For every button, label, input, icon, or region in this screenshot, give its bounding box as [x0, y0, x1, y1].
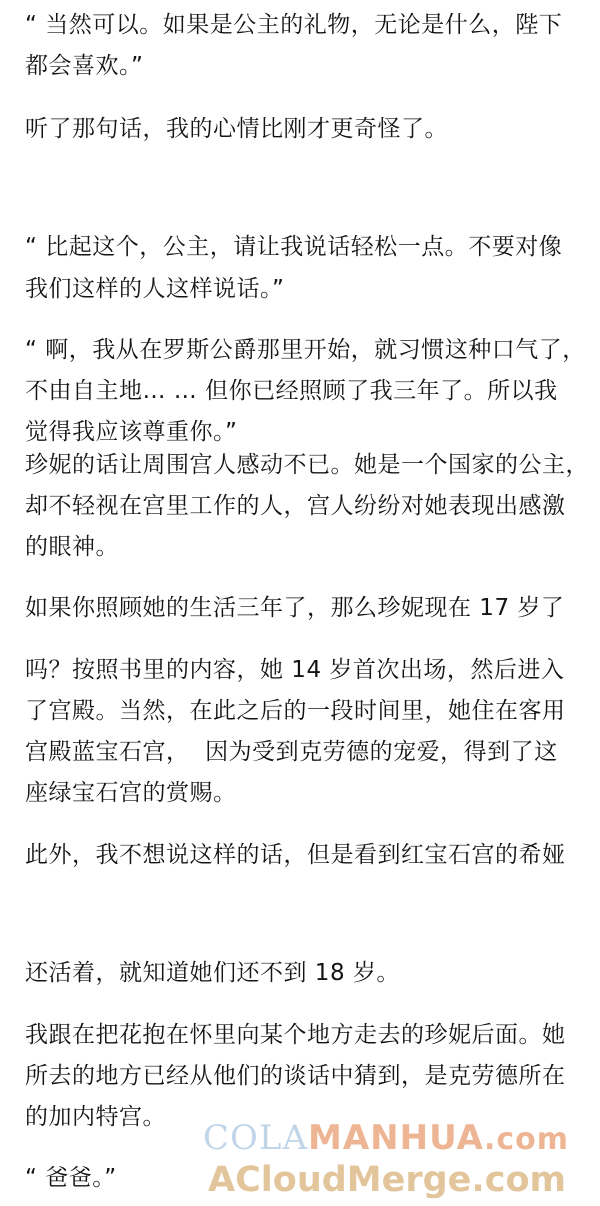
text-line: 听了那句话，我的心情比刚才更奇怪了。 [25, 116, 448, 142]
text-line: 宫殿蓝宝石宫， 因为受到克劳德的宠爱，得到了这 [25, 739, 558, 765]
text-line: 觉得我应该尊重你。” [25, 419, 238, 445]
text-line: 所去的地方已经从他们的谈话中猜到，是克劳德所在 [25, 1063, 566, 1089]
text-line: “ 当然可以。如果是公主的礼物，无论是什么，陛下 [25, 12, 563, 38]
text-line: 了宫殿。当然，在此之后的一段时间里，她住在客用 [25, 698, 566, 724]
text-line: “ 比起这个，公主，请让我说话轻松一点。不要对像 [25, 234, 563, 260]
text-line: 我跟在把花抱在怀里向某个地方走去的珍妮后面。她 [25, 1022, 566, 1048]
text-line: 如果你照顾她的生活三年了，那么珍妮现在 17 岁了 [25, 595, 565, 621]
text-line: 我们这样的人这样说话。” [25, 276, 285, 302]
text-line: 吗？按照书里的内容，她 14 岁首次出场，然后进入 [25, 657, 565, 683]
watermark-part3: .com [483, 1122, 570, 1157]
watermark-colamanhua [203, 1118, 569, 1158]
text-line: 此外，我不想说这样的话，但是看到红宝石宫的希娅 [25, 842, 566, 868]
text-line: 还活着，就知道她们还不到 18 岁。 [25, 960, 400, 986]
text-line: 座绿宝石宫的赏赐。 [25, 780, 237, 806]
text-line: 珍妮的话让周围宫人感动不已。她是一个国家的公主， [25, 452, 589, 478]
text-line: 都会喜欢。” [25, 53, 144, 79]
text-line: “ 啊，我从在罗斯公爵那里开始，就习惯这种口气了， [25, 337, 586, 363]
watermark-part1: COLA [203, 1118, 309, 1158]
text-line: 的眼神。 [25, 534, 119, 560]
text-line: “ 爸爸。” [25, 1165, 117, 1191]
watermark-acloudmerge: ACloudMerge.com [208, 1160, 566, 1200]
text-line: 的加内特宫。 [25, 1104, 166, 1130]
text-line: 却不轻视在宫里工作的人，宫人纷纷对她表现出感激 [25, 493, 566, 519]
watermark-part2: MANHUA [308, 1118, 484, 1158]
text-line: 不由自主地… … 但你已经照顾了我三年了。所以我 [25, 378, 558, 404]
